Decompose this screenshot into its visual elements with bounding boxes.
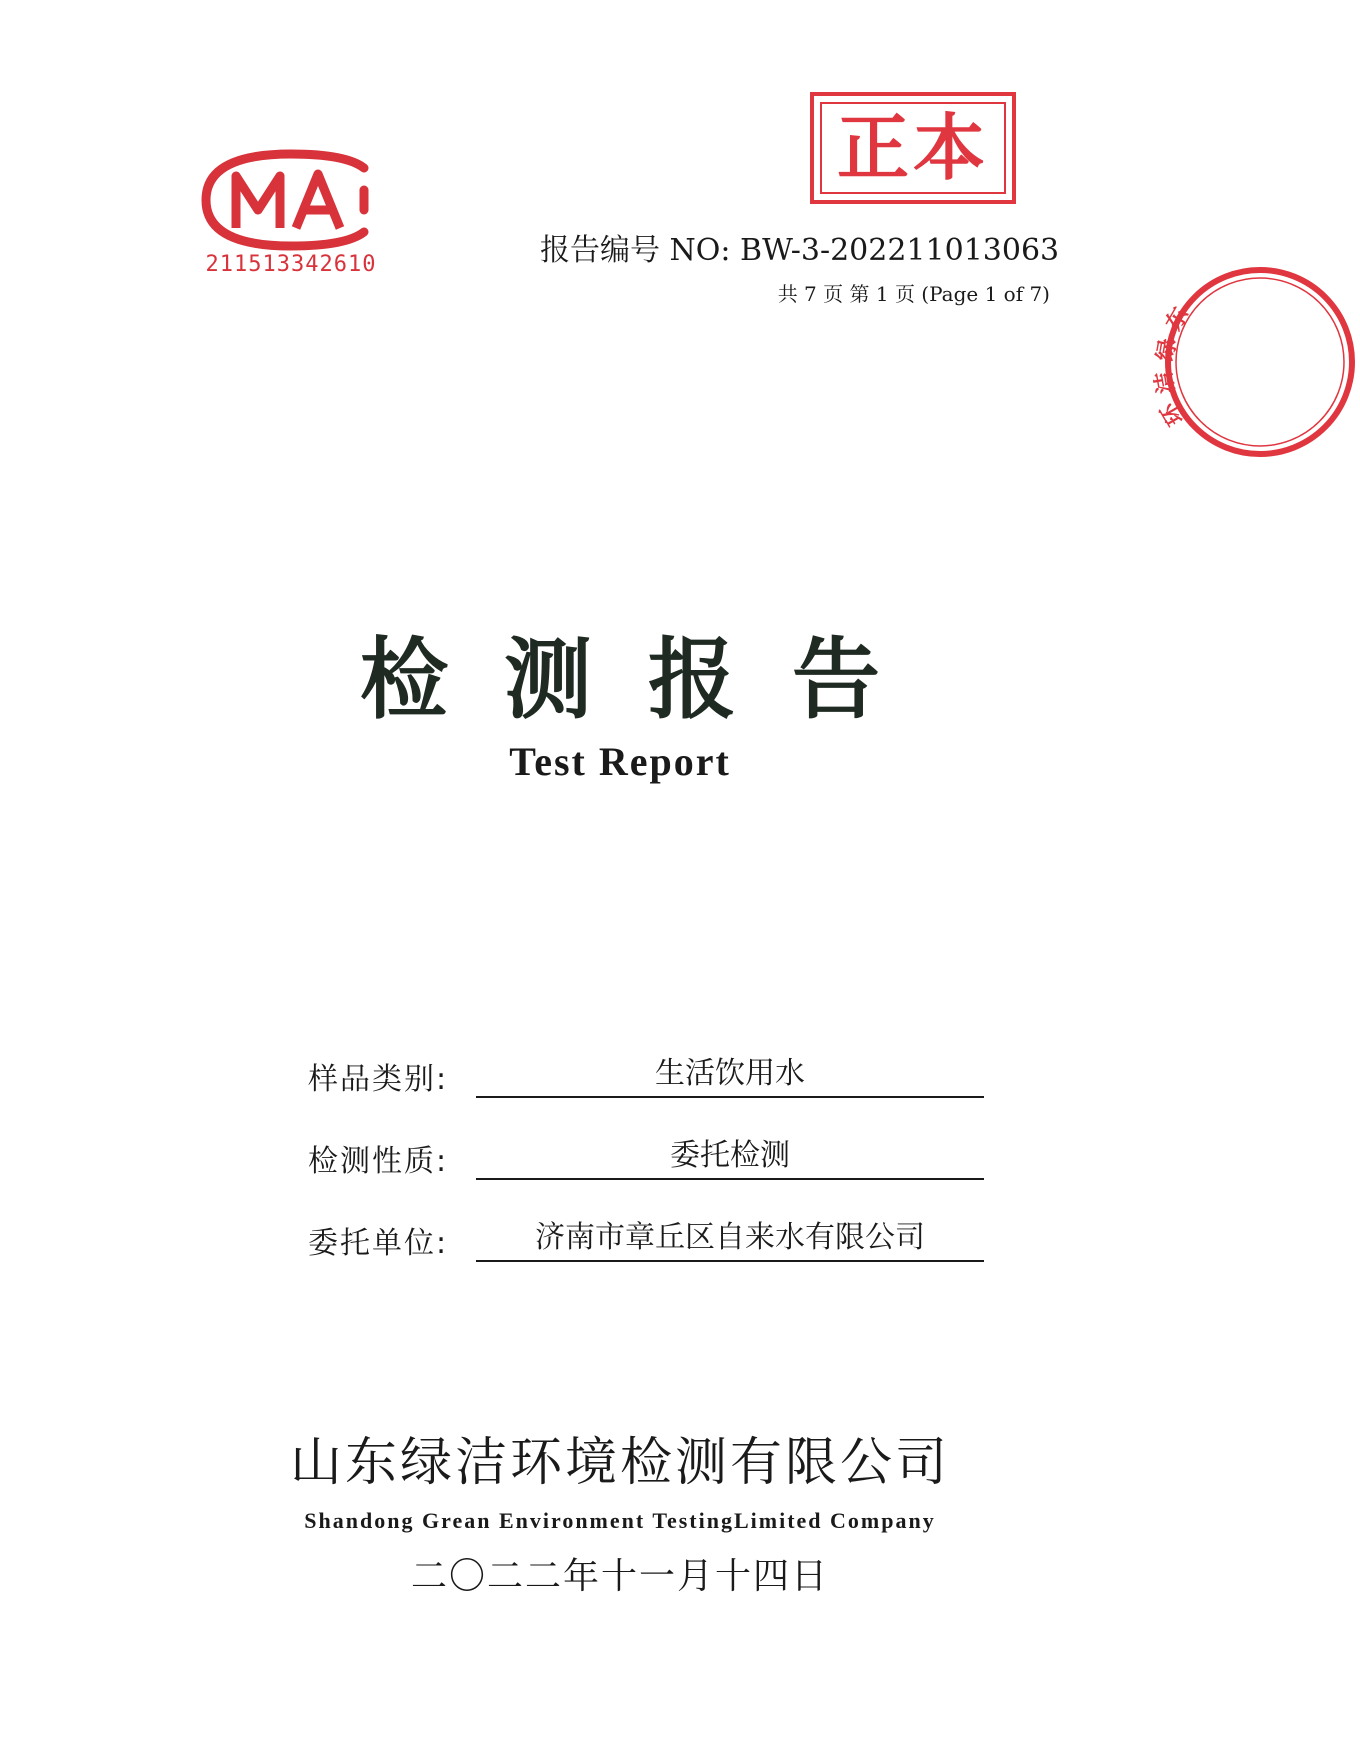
svg-text:环: 环 xyxy=(1156,397,1190,430)
cma-logo-icon xyxy=(196,150,386,250)
field-label: 样品类别: xyxy=(308,1062,449,1097)
svg-text:东: 东 xyxy=(1161,303,1195,335)
field-label: 委托单位: xyxy=(308,1226,449,1261)
company-name-cn: 山东绿洁环境检测有限公司 xyxy=(289,1433,950,1493)
company-name-en: Shandong Grean Environment TestingLimited Company xyxy=(304,1508,936,1533)
company-seal-partial xyxy=(1151,262,1240,462)
field-test-nature xyxy=(308,1136,984,1182)
report-date: 二〇二二年十一月十四日 xyxy=(410,1556,829,1597)
report-title-cn: 检测报告 xyxy=(359,627,936,731)
page-info: 共 7 页 第 1 页 (Page 1 of 7) xyxy=(777,282,1050,306)
seal-icon xyxy=(1151,262,1360,462)
cma-number: 211513342610 xyxy=(205,252,377,277)
report-number: 报告编号 NO: BW-3-202211013063 xyxy=(540,233,1060,268)
field-client xyxy=(308,1218,984,1264)
original-copy-stamp-text: 正本 xyxy=(836,106,989,190)
field-value: 济南市章丘区自来水有限公司 xyxy=(476,1218,984,1262)
field-label: 检测性质: xyxy=(308,1144,449,1179)
svg-text:洁: 洁 xyxy=(1151,369,1180,396)
svg-text:绿: 绿 xyxy=(1153,337,1182,364)
field-value: 生活饮用水 xyxy=(476,1054,984,1098)
field-sample-category xyxy=(308,1054,984,1100)
original-copy-stamp xyxy=(810,92,1016,204)
report-title-en: Test Report xyxy=(509,739,731,784)
field-value: 委托检测 xyxy=(476,1136,984,1180)
cma-mark xyxy=(196,150,386,290)
